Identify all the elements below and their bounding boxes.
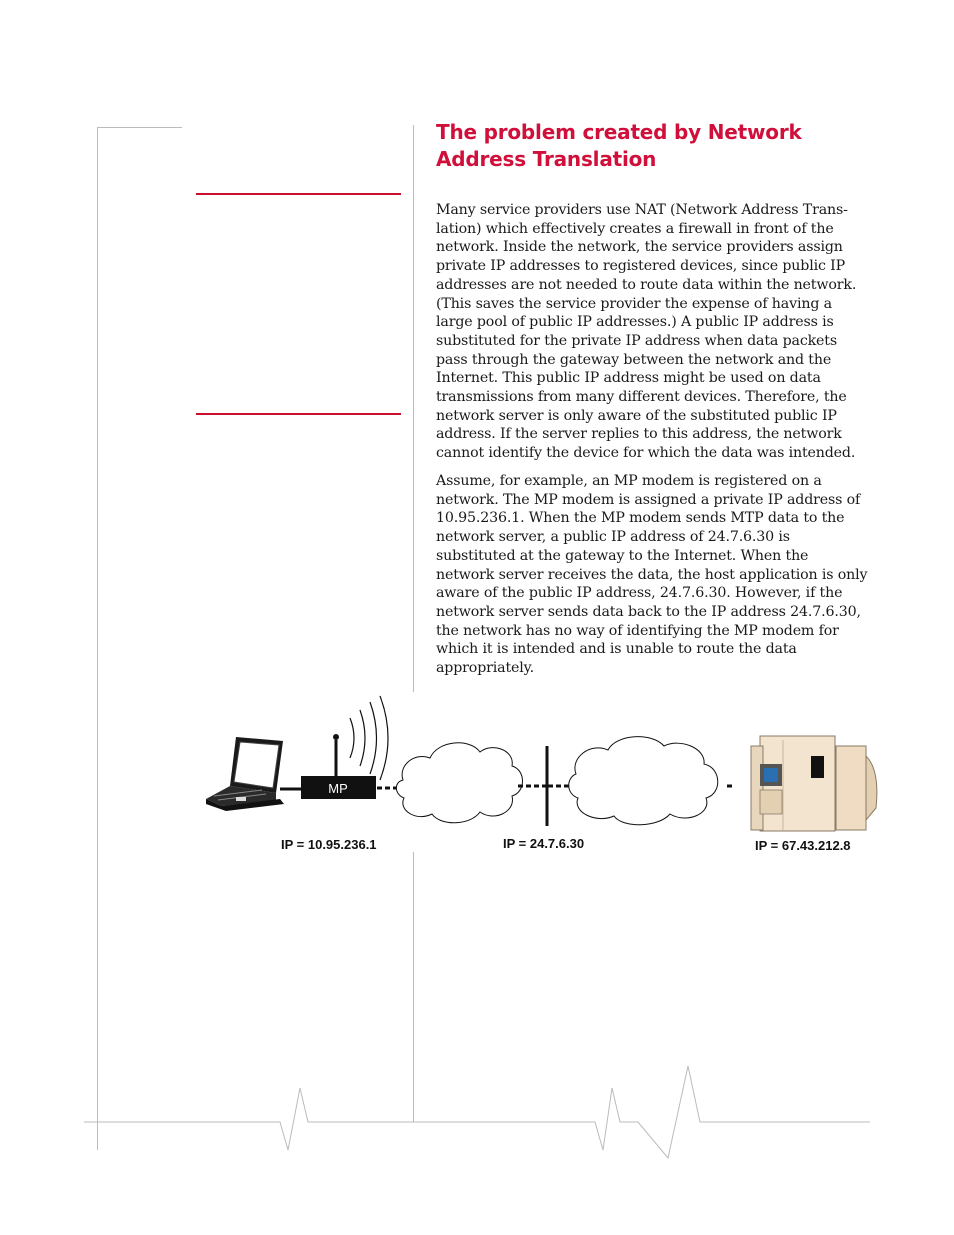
cloud-icon-internet <box>569 737 718 825</box>
ip-label-server: IP = 67.43.212.8 <box>755 838 851 853</box>
cloud-icon-private-network <box>396 743 522 823</box>
mp-modem <box>301 776 376 799</box>
modem-label: MP <box>328 781 348 796</box>
laptop-icon <box>206 737 284 811</box>
server-icon <box>751 736 877 831</box>
paragraph-example: Assume, for example, an MP modem is registered on a network. The MP modem is assigned a private IP address of 10.95.236.1. When the MP modem sends MTP data to the network server, a public IP address of 24.7.6.30 is substituted at the gateway to the Internet. When the network server receives the data, the host application is only aware of the public IP address, 24.7.6.30. However, if the network server sends data back to the IP address 24.7.6.30, the network has no way of identifying the MP modem for which it is intended and is unable to route the data appropriately. <box>436 473 868 677</box>
ip-label-modem: IP = 10.95.236.1 <box>281 837 377 852</box>
section-heading: The problem created by Network Address Translation <box>436 120 802 171</box>
ip-label-gateway: IP = 24.7.6.30 <box>503 836 585 851</box>
antenna-icon <box>333 696 388 780</box>
paragraph-nat-explanation: Many service providers use NAT (Network Address Trans-lation) which effectively creates a firewall in front of the network. Inside the network, the service providers assign private IP addresses to registered devices, since public IP addresses are not needed to route data within the network. (This saves the service provider the expense of having a large pool of public IP addresses.) A public IP address is substituted for the private IP address when data packets pass through the gateway between the network and the Internet. This public IP address might be used on data transmissions from many different devices. Therefore, the network server is only aware of the substituted public IP address. If the server replies to this address, the network cannot identify the device for which the data was intended. <box>436 202 857 462</box>
